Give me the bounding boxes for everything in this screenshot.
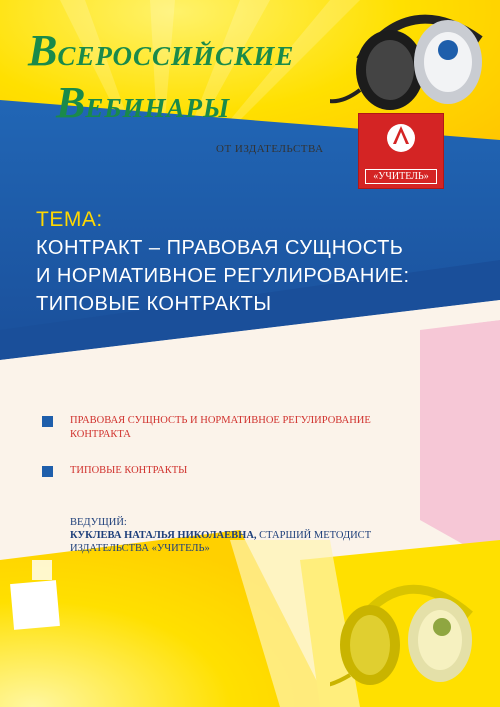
bullet-square-icon <box>42 416 53 427</box>
publisher-label: ОТ ИЗДАТЕЛЬСТВА <box>216 143 324 155</box>
host-name: КУКЛЕВА НАТАЛЬЯ НИКОЛАЕВНА, <box>70 530 257 541</box>
topic-title <box>36 234 496 318</box>
bullet-text: ПРАВОВАЯ СУЩНОСТЬ И НОРМАТИВНОЕ РЕГУЛИРОВАНИЕ <box>70 415 371 426</box>
uchitel-logo <box>358 113 444 189</box>
bullet-square-icon <box>42 466 53 477</box>
headset-bottom-icon <box>330 555 490 705</box>
title-line1-cap: В <box>28 26 58 75</box>
series-title <box>28 26 295 134</box>
title-line1-rest: СЕРОССИЙСКИЕ <box>57 41 295 71</box>
host-role: СТАРШИЙ МЕТОДИСТ <box>256 530 372 541</box>
logo-text: «УЧИТЕЛЬ» <box>365 169 437 184</box>
bullet-text: ТИПОВЫЕ КОНТРАКТЫ <box>70 465 188 476</box>
title-line2-rest: ЕБИНАРЫ <box>85 93 231 123</box>
topic-line: КОНТРАКТ – ПРАВОВАЯ СУЩНОСТЬ <box>36 237 404 259</box>
topic-line: ТИПОВЫЕ КОНТРАКТЫ <box>36 293 272 315</box>
title-line2-cap: В <box>56 78 86 127</box>
topic-label: ТЕМА: <box>36 208 103 231</box>
host-block <box>70 516 470 555</box>
host-label: ВЕДУЩИЙ: <box>70 517 127 528</box>
bullet-text: КОНТРАКТА <box>70 429 131 440</box>
topic-line: И НОРМАТИВНОЕ РЕГУЛИРОВАНИЕ: <box>36 265 410 287</box>
headset-icon <box>330 0 500 120</box>
host-org: ИЗДАТЕЛЬСТВА «УЧИТЕЛЬ» <box>70 543 210 554</box>
logo-emblem-icon <box>359 114 443 164</box>
